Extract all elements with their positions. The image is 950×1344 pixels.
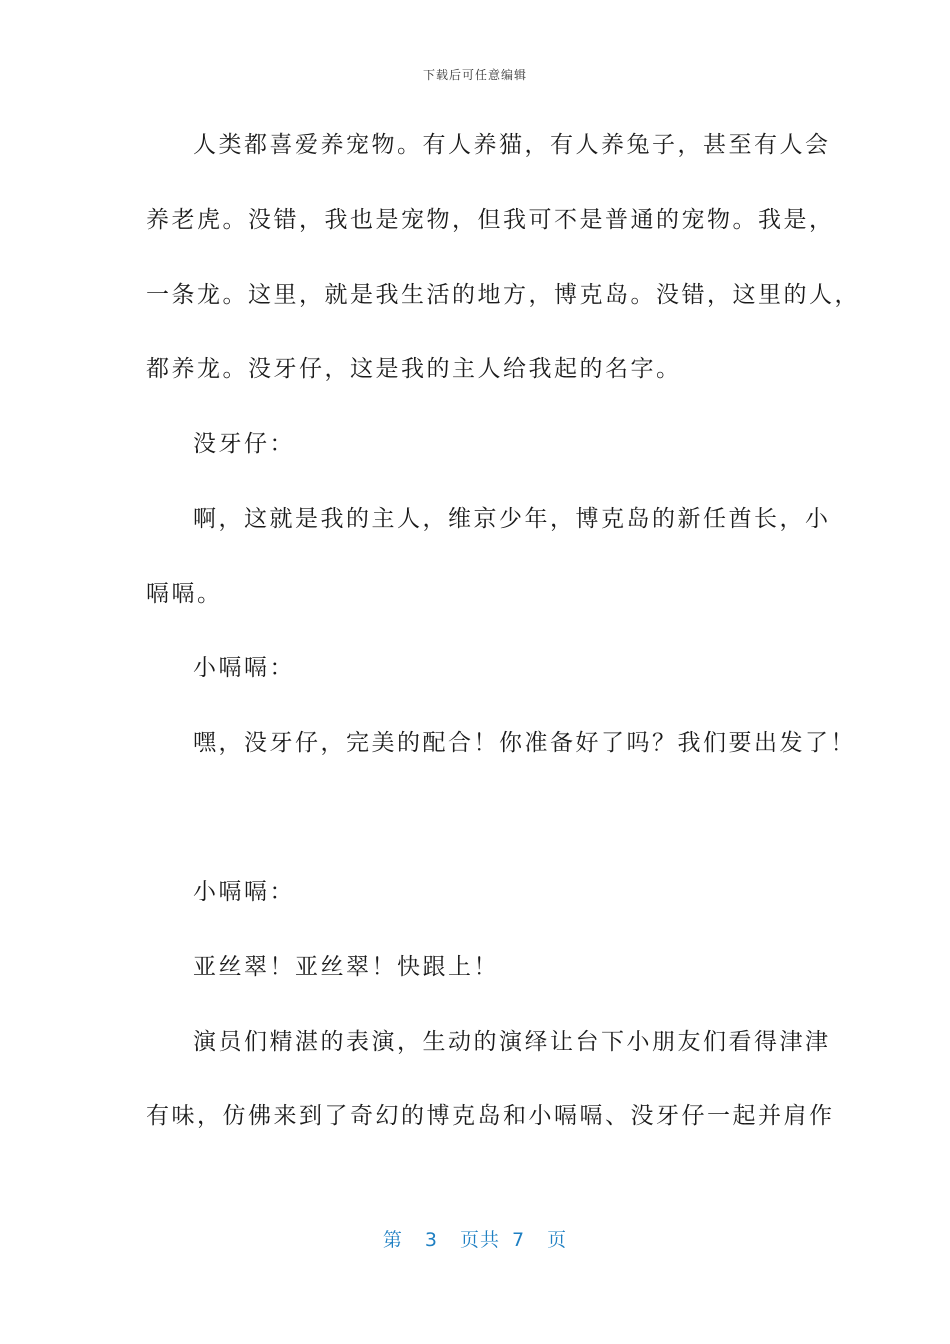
footer-label-di: 第 bbox=[382, 1229, 403, 1251]
footer-total-pages: 7 bbox=[512, 1229, 526, 1251]
paragraph-line: 人类都喜爱养宠物。有人养猫，有人养兔子，甚至有人会 bbox=[193, 132, 831, 158]
page-header-note: 下载后可任意编辑 bbox=[422, 68, 527, 82]
paragraph-line: 演员们精湛的表演，生动的演绎让台下小朋友们看得津津 bbox=[193, 1029, 831, 1055]
footer-label-ye: 页 bbox=[547, 1229, 568, 1251]
paragraph-line: 养老虎。没错，我也是宠物，但我可不是普通的宠物。我是， bbox=[146, 207, 835, 233]
speaker-label: 没牙仔： bbox=[193, 431, 295, 457]
speaker-label: 小嗝嗝： bbox=[193, 879, 295, 905]
paragraph-line: 有味，仿佛来到了奇幻的博克岛和小嗝嗝、没牙仔一起并肩作 bbox=[146, 1103, 835, 1129]
footer-label-ye-gong: 页共 bbox=[459, 1229, 500, 1251]
paragraph-line: 都养龙。没牙仔，这是我的主人给我起的名字。 bbox=[146, 356, 682, 382]
page-number-footer bbox=[0, 1225, 950, 1252]
paragraph-line: 亚丝翠！亚丝翠！快跟上！ bbox=[193, 954, 499, 980]
paragraph-line: 啊，这就是我的主人，维京少年，博克岛的新任酋长，小 bbox=[193, 506, 831, 532]
footer-current-page: 3 bbox=[424, 1229, 438, 1251]
paragraph-line: 一条龙。这里，就是我生活的地方，博克岛。没错，这里的人， bbox=[146, 282, 860, 308]
paragraph-line: 嗝嗝。 bbox=[146, 581, 223, 607]
paragraph-line: 嘿，没牙仔，完美的配合！你准备好了吗？我们要出发了！ bbox=[193, 730, 856, 756]
speaker-label: 小嗝嗝： bbox=[193, 655, 295, 681]
